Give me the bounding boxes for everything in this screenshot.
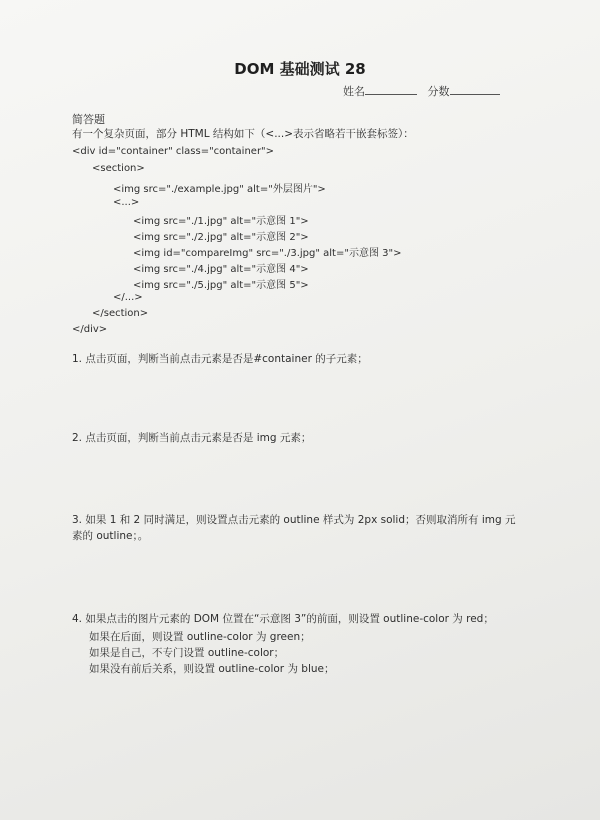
score-label: 分数 <box>427 85 450 98</box>
code-line: </div> <box>72 324 108 335</box>
question-4-line-4: 如果没有前后关系，则设置 outline-color 为 blue； <box>89 663 335 675</box>
code-line: <img src="./4.jpg" alt="示意图 4"> <box>133 264 309 275</box>
question-1: 1. 点击页面，判断当前点击元素是否是#container 的子元素； <box>72 353 368 365</box>
section-title: 简答题 <box>72 113 105 126</box>
student-info <box>343 83 500 99</box>
question-2: 2. 点击页面，判断当前点击元素是否是 img 元素； <box>72 432 312 444</box>
question-4-line-3: 如果是自己，不专门设置 outline-color； <box>89 647 285 659</box>
code-line: <img src="./example.jpg" alt="外层图片"> <box>113 184 326 195</box>
question-3-line-1: 3. 如果 1 和 2 同时满足，则设置点击元素的 outline 样式为 2px solid；否则取消所有 img 元 <box>72 514 516 526</box>
question-4-line-1: 4. 如果点击的图片元素的 DOM 位置在“示意图 3”的前面，则设置 outline-color 为 red； <box>72 613 494 625</box>
question-3-line-2: 素的 outline；。 <box>72 530 149 542</box>
code-line: <img src="./5.jpg" alt="示意图 5"> <box>133 280 309 291</box>
score-blank <box>450 84 500 95</box>
code-line: <img id="compareImg" src="./3.jpg" alt="示意图 3"> <box>133 248 402 259</box>
code-line: <div id="container" class="container"> <box>72 146 275 157</box>
name-label: 姓名 <box>343 85 365 98</box>
code-line: <img src="./2.jpg" alt="示意图 2"> <box>133 232 309 243</box>
question-4-line-2: 如果在后面，则设置 outline-color 为 green； <box>89 631 311 643</box>
page-title: DOM 基础测试 28 <box>234 60 366 78</box>
code-line: <img src="./1.jpg" alt="示意图 1"> <box>133 216 309 227</box>
name-blank <box>365 84 417 95</box>
code-line: <section> <box>92 163 145 174</box>
code-line: <...> <box>113 197 140 208</box>
code-line: </section> <box>92 308 149 319</box>
code-line: </...> <box>113 292 143 303</box>
intro-text: 有一个复杂页面，部分 HTML 结构如下（<...>表示省略若干嵌套标签）： <box>72 128 414 140</box>
